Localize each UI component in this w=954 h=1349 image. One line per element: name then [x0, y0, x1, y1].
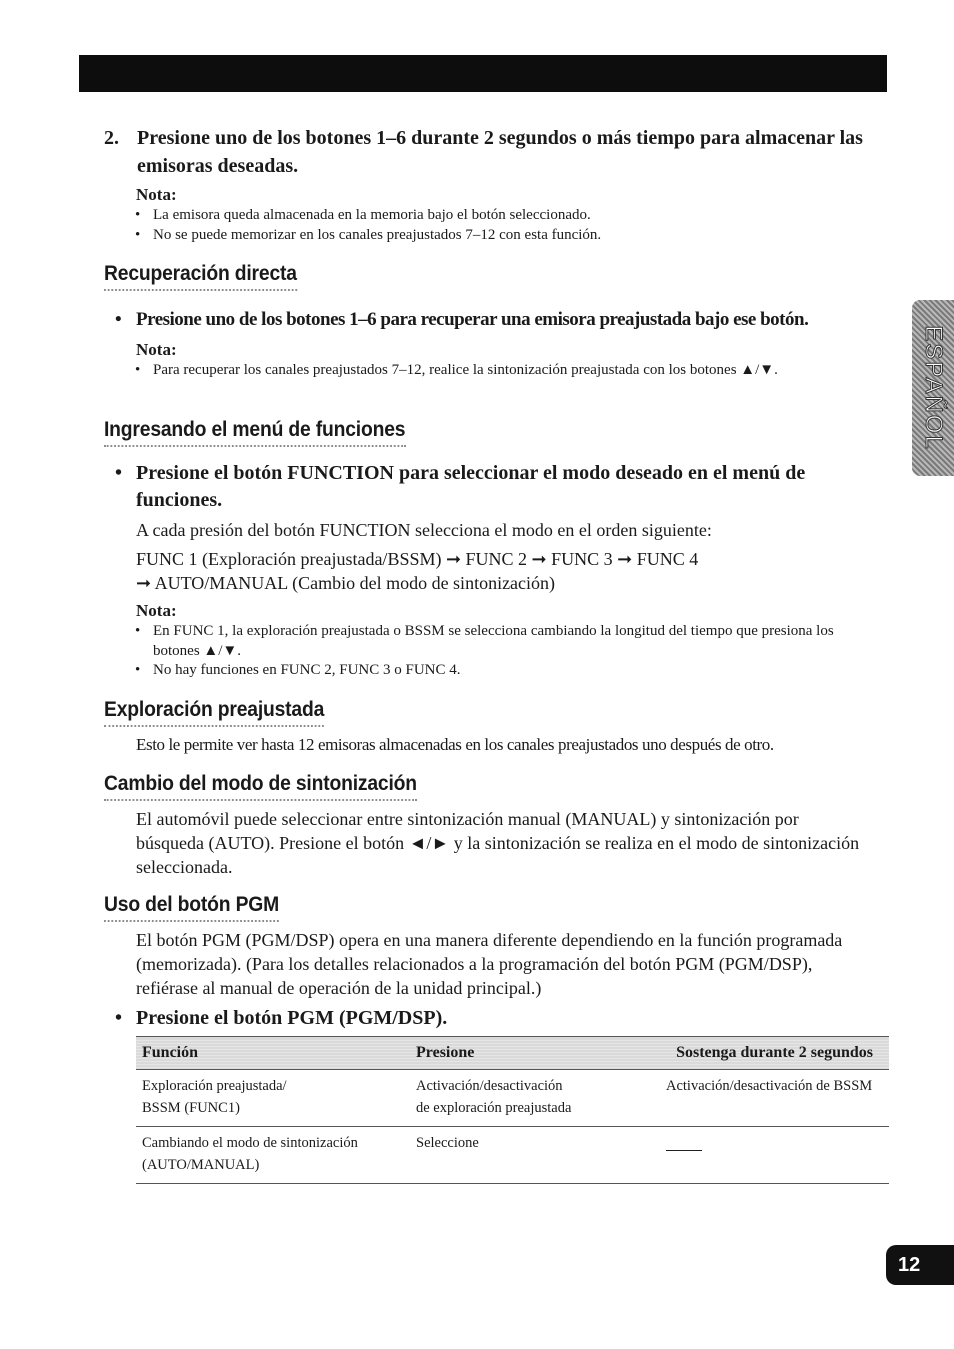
note-label: Nota: [136, 340, 177, 359]
bullet-icon: • [115, 1007, 123, 1029]
note-item: • No se puede memorizar en los canales preajustados 7–12 con esta función. [135, 227, 602, 243]
sequence-line: ➞ AUTO/MANUAL (Cambio del modo de sintonización) [136, 573, 556, 593]
page-number: 12 [886, 1245, 954, 1285]
step-number: 2. [104, 127, 119, 149]
note-item: • La emisora queda almacenada en la memoria bajo el botón seleccionado. [135, 207, 591, 223]
language-side-tab [912, 300, 954, 476]
table-cell: Exploración preajustada/ BSSM (FUNC1) [136, 1070, 410, 1127]
bullet-icon: • [135, 362, 141, 378]
table-cell: Activación/desactivación de BSSM [660, 1070, 889, 1127]
section-heading-recuperacion: Recuperación directa [104, 262, 297, 291]
bullet-icon: • [135, 662, 141, 678]
section-heading-exploracion: Exploración preajustada [104, 698, 324, 727]
note-item: • No hay funciones en FUNC 2, FUNC 3 o FUNC 4. [135, 662, 461, 678]
column-header: Presione [410, 1037, 660, 1070]
column-header: Función [136, 1037, 410, 1070]
bullet-icon: • [135, 227, 141, 243]
note-label: Nota: [136, 601, 177, 620]
instruction-bullet: • Presione uno de los botones 1–6 para recuperar una emisora preajustada bajo ese botón. [136, 306, 896, 333]
section-heading-menu: Ingresando el menú de funciones [104, 418, 405, 447]
bullet-icon: • [135, 207, 141, 223]
step-text: Presione uno de los botones 1–6 durante 2 segundos o más tiempo para almacenar las emisoras deseadas. [137, 127, 863, 177]
sequence-line: FUNC 1 (Exploración preajustada/BSSM) ➞ FUNC 2 ➞ FUNC 3 ➞ FUNC 4 [136, 549, 699, 569]
table-header-row [136, 1037, 889, 1070]
note-item: • Para recuperar los canales preajustados 7–12, realice la sintonización preajustada con los botones ▲/▼. [135, 362, 778, 378]
table-cell: Seleccione [410, 1127, 660, 1184]
header-bar [79, 55, 887, 92]
table-row [136, 1127, 889, 1184]
table-row [136, 1070, 889, 1127]
instruction-bullet: • Presione el botón FUNCTION para seleccionar el modo deseado en el menú de funciones. [115, 462, 806, 511]
section-heading-pgm: Uso del botón PGM [104, 893, 279, 922]
bullet-icon: • [115, 309, 122, 330]
table-cell: Cambiando el modo de sintonización (AUTO/MANUAL) [136, 1127, 410, 1184]
bullet-icon: • [115, 462, 123, 484]
cambio-paragraph: El automóvil puede seleccionar entre sintonización manual (MANUAL) y sintonización por búsqueda (AUTO). Presione el botón ◄/► y la sintonización se realiza en el modo de sintonización seleccionada. [136, 809, 860, 877]
empty-dash [666, 1150, 702, 1151]
menu-paragraph: A cada presión del botón FUNCTION selecciona el modo en el orden siguiente: [136, 520, 712, 540]
step-2 [104, 124, 864, 180]
note-label: Nota: [136, 185, 177, 204]
pgm-function-table [136, 1036, 889, 1184]
table-cell: Activación/desactivación de exploración preajustada [410, 1070, 660, 1127]
bullet-icon: • [135, 623, 141, 639]
pgm-paragraph: El botón PGM (PGM/DSP) opera en una manera diferente dependiendo en la función programada (memorizada). (Para los detalles relacionados a la programación del botón PGM (PGM/DSP), refiérase al manual de operación de la unidad principal.) [136, 930, 843, 998]
note-item: • En FUNC 1, la exploración preajustada o BSSM se selecciona cambiando la longitud del tiempo que presiona los botones ▲/▼. [135, 623, 834, 659]
section-heading-cambio: Cambio del modo de sintonización [104, 772, 417, 801]
language-label: ESPAÑOL [920, 325, 947, 451]
exploracion-paragraph: Esto le permite ver hasta 12 emisoras almacenadas en los canales preajustados uno después de otro. [136, 735, 774, 754]
table-cell [660, 1127, 889, 1184]
column-header: Sostenga durante 2 segundos [660, 1037, 889, 1070]
instruction-bullet: • Presione el botón PGM (PGM/DSP). [136, 1005, 876, 1032]
